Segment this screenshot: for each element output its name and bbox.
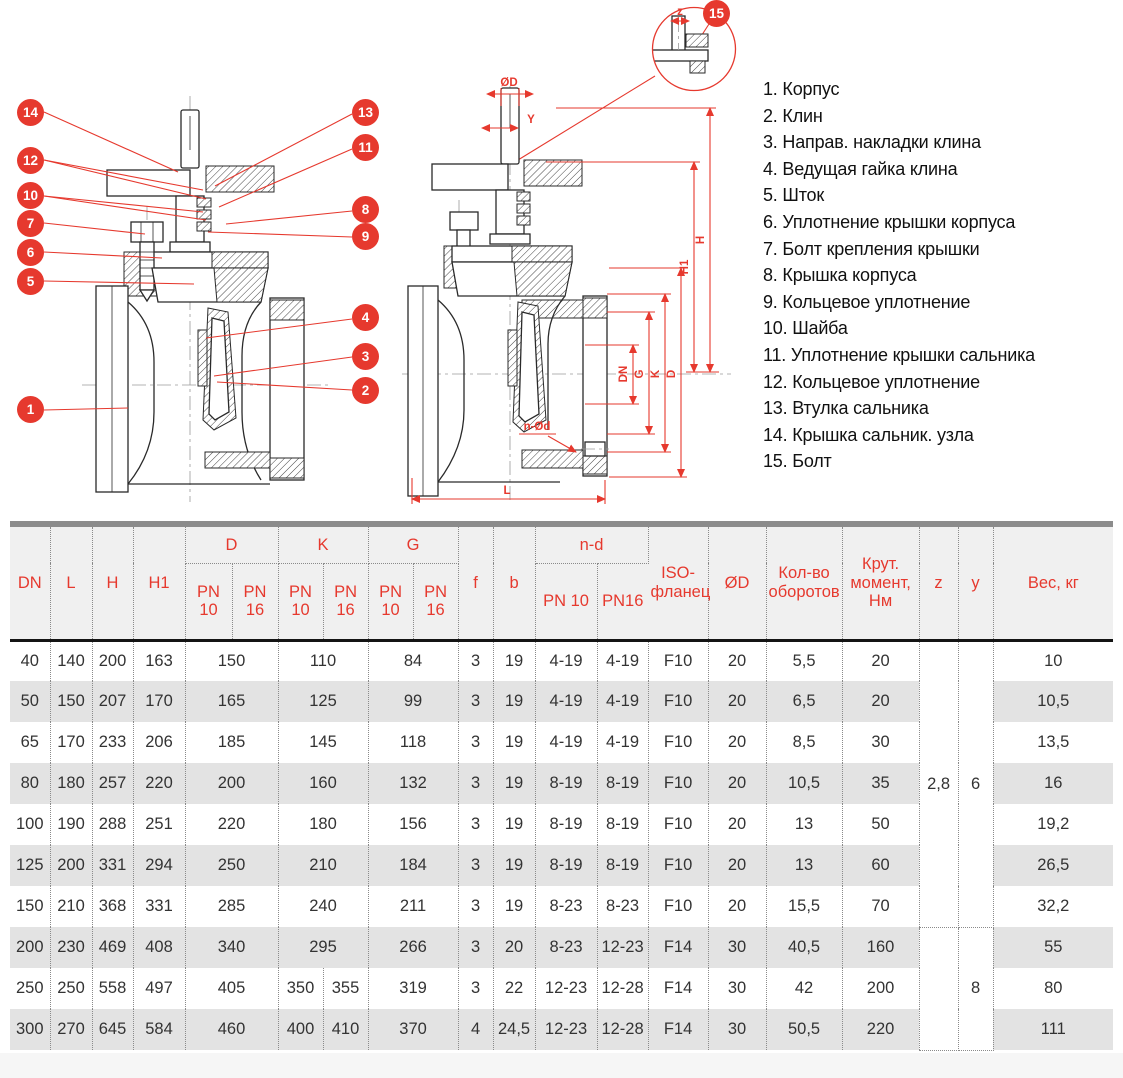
dim-l-label: L [503, 485, 511, 497]
dim-od-label: ØD [500, 77, 518, 89]
cell: 200 [92, 640, 133, 681]
cell: 170 [50, 722, 92, 763]
cell: 4-19 [535, 722, 597, 763]
cell: 20 [708, 681, 766, 722]
cell: 240 [278, 886, 368, 927]
cell: 3 [458, 968, 493, 1009]
parts-list-item: 8. Крышка корпуса [763, 265, 917, 286]
cell: 8-19 [535, 845, 597, 886]
parts-list-item: 14. Крышка сальник. узла [763, 424, 974, 445]
cell: 469 [92, 927, 133, 968]
dim-d-label: D [666, 369, 678, 379]
cell: 405 [185, 968, 278, 1009]
cell: 40,5 [766, 927, 842, 968]
dim-k-label: K [650, 369, 662, 379]
cell: 150 [10, 886, 50, 927]
callout-6: 6 [17, 239, 44, 266]
table-row [10, 927, 1113, 968]
cell: F14 [648, 1009, 708, 1050]
span-cell-z: 2,8 [919, 640, 958, 927]
cell: 40 [10, 640, 50, 681]
cell: F10 [648, 640, 708, 681]
cell: 165 [185, 681, 278, 722]
cell: 3 [458, 722, 493, 763]
dim-dn-label: DN [618, 365, 630, 383]
cell: 4 [458, 1009, 493, 1050]
cell: 160 [842, 927, 919, 968]
cell: 8-19 [535, 763, 597, 804]
cell: 20 [708, 640, 766, 681]
cell: 584 [133, 1009, 185, 1050]
col-header-turns: Кол-во оборотов [766, 527, 842, 640]
col-header-h: H [92, 527, 133, 640]
cell: 300 [10, 1009, 50, 1050]
cell: 145 [278, 722, 368, 763]
cell: 12-23 [535, 968, 597, 1009]
cell: 20 [708, 763, 766, 804]
cell: 410 [323, 1009, 368, 1050]
cell: 319 [368, 968, 458, 1009]
cell: 368 [92, 886, 133, 927]
cell: 19 [493, 886, 535, 927]
subheader-nd-pn10: PN 10 [535, 563, 597, 640]
cell: 50,5 [766, 1009, 842, 1050]
cell: 8-23 [535, 927, 597, 968]
cell: 4-19 [597, 722, 648, 763]
cell: 20 [708, 886, 766, 927]
cell: 645 [92, 1009, 133, 1050]
cell: 400 [278, 1009, 323, 1050]
cell: 19 [493, 640, 535, 681]
cell: 30 [708, 1009, 766, 1050]
cell: 13 [766, 845, 842, 886]
cell: 30 [842, 722, 919, 763]
cell: 16 [993, 763, 1113, 804]
cell: 160 [278, 763, 368, 804]
cell: 4-19 [597, 681, 648, 722]
cell: 35 [842, 763, 919, 804]
cell: 295 [278, 927, 368, 968]
cell: 331 [92, 845, 133, 886]
callout-10: 10 [17, 182, 44, 209]
cell: 55 [993, 927, 1113, 968]
cell: 65 [10, 722, 50, 763]
cell: 210 [50, 886, 92, 927]
cell: 20 [708, 722, 766, 763]
cell: 156 [368, 804, 458, 845]
cell: 288 [92, 804, 133, 845]
parts-list-item: 7. Болт крепления крышки [763, 238, 980, 259]
cell: 3 [458, 886, 493, 927]
cell: 185 [185, 722, 278, 763]
cell: 184 [368, 845, 458, 886]
parts-list-item: 13. Втулка сальника [763, 398, 929, 419]
cell: F10 [648, 722, 708, 763]
cell: 211 [368, 886, 458, 927]
cell: 350 [278, 968, 323, 1009]
cell: 207 [92, 681, 133, 722]
callout-2: 2 [352, 377, 379, 404]
col-header-torque: Крут. момент, Нм [842, 527, 919, 640]
cell: 233 [92, 722, 133, 763]
cell: 60 [842, 845, 919, 886]
cell: 170 [133, 681, 185, 722]
cell: 32,2 [993, 886, 1113, 927]
cell: F10 [648, 681, 708, 722]
subheader-g-pn10: PN 10 [368, 563, 413, 640]
cell: 220 [842, 1009, 919, 1050]
cell: 8-19 [597, 804, 648, 845]
cell: 8-19 [597, 845, 648, 886]
cell: 250 [185, 845, 278, 886]
dim-h-label: H [695, 235, 707, 245]
cell: 10,5 [993, 681, 1113, 722]
cell: 200 [50, 845, 92, 886]
cell: 294 [133, 845, 185, 886]
subheader-d-pn16: PN 16 [232, 563, 278, 640]
cell: 22 [493, 968, 535, 1009]
callout-8: 8 [352, 196, 379, 223]
dimensions-table [10, 527, 1113, 1051]
parts-list-item: 9. Кольцевое уплотнение [763, 291, 971, 312]
cell: 4-19 [535, 640, 597, 681]
subheader-nd-pn16: PN16 [597, 563, 648, 640]
cell: 8,5 [766, 722, 842, 763]
cell: F10 [648, 763, 708, 804]
cell: 8-19 [597, 763, 648, 804]
col-header-nd: n-d [535, 527, 648, 563]
cell: 8-23 [597, 886, 648, 927]
col-header-h1: H1 [133, 527, 185, 640]
callout-5: 5 [17, 268, 44, 295]
cell: 180 [278, 804, 368, 845]
cell: 210 [278, 845, 368, 886]
col-header-y: y [958, 527, 993, 640]
cell: 408 [133, 927, 185, 968]
parts-list-item: 6. Уплотнение крышки корпуса [763, 211, 1016, 232]
cell: 4-19 [597, 640, 648, 681]
cell: 19 [493, 722, 535, 763]
right-valve-drawing [402, 86, 731, 502]
cell: 125 [10, 845, 50, 886]
cell: 110 [278, 640, 368, 681]
cell: 3 [458, 640, 493, 681]
cell: 6,5 [766, 681, 842, 722]
footer-band [0, 1053, 1123, 1078]
subheader-g-pn16: PN 16 [413, 563, 458, 640]
callout-14: 14 [17, 99, 44, 126]
cell: 50 [10, 681, 50, 722]
cell: 12-28 [597, 1009, 648, 1050]
cell: 250 [50, 968, 92, 1009]
cell: 230 [50, 927, 92, 968]
cell: 12-28 [597, 968, 648, 1009]
parts-list-item: 5. Шток [763, 185, 825, 206]
cell: 80 [993, 968, 1113, 1009]
cell: 150 [185, 640, 278, 681]
callout-3: 3 [352, 343, 379, 370]
cell: 251 [133, 804, 185, 845]
cell: 13,5 [993, 722, 1113, 763]
cell: F14 [648, 968, 708, 1009]
parts-list-item: 10. Шайба [763, 318, 848, 339]
cell: 220 [133, 763, 185, 804]
parts-list-item: 2. Клин [763, 105, 823, 126]
col-header-od: ØD [708, 527, 766, 640]
cell: 10 [993, 640, 1113, 681]
cell: 3 [458, 927, 493, 968]
callout-11: 11 [352, 134, 379, 161]
cell: 10,5 [766, 763, 842, 804]
cell: 3 [458, 804, 493, 845]
cell: 5,5 [766, 640, 842, 681]
dim-y-label: Y [527, 114, 535, 126]
cell: 80 [10, 763, 50, 804]
cell: 19 [493, 763, 535, 804]
cell: 30 [708, 968, 766, 1009]
cell: 20 [842, 640, 919, 681]
cell: 20 [842, 681, 919, 722]
span-cell-z [919, 927, 958, 1050]
cell: 257 [92, 763, 133, 804]
span-cell-y: 6 [958, 640, 993, 927]
cell: 30 [708, 927, 766, 968]
dim-g-label: G [634, 369, 646, 379]
cell: F14 [648, 927, 708, 968]
cell: 132 [368, 763, 458, 804]
cell: 19 [493, 804, 535, 845]
col-header-l: L [50, 527, 92, 640]
cell: 3 [458, 845, 493, 886]
col-header-f: f [458, 527, 493, 640]
callout-9: 9 [352, 223, 379, 250]
cell: 270 [50, 1009, 92, 1050]
cell: 24,5 [493, 1009, 535, 1050]
cell: 497 [133, 968, 185, 1009]
table-header [10, 527, 1113, 640]
parts-list-item: 15. Болт [763, 451, 832, 472]
callout-1: 1 [17, 396, 44, 423]
cell: 26,5 [993, 845, 1113, 886]
cell: 70 [842, 886, 919, 927]
subheader-k-pn10: PN 10 [278, 563, 323, 640]
cell: 180 [50, 763, 92, 804]
cell: 150 [50, 681, 92, 722]
cell: 20 [708, 804, 766, 845]
cell: 206 [133, 722, 185, 763]
col-header-b: b [493, 527, 535, 640]
dim-h1-label: H1 [679, 259, 691, 275]
cell: 12-23 [535, 1009, 597, 1050]
col-header-z: z [919, 527, 958, 640]
col-header-g: G [368, 527, 458, 563]
cell: 200 [10, 927, 50, 968]
cell: 460 [185, 1009, 278, 1050]
parts-list-item: 11. Уплотнение крышки сальника [763, 344, 1035, 365]
parts-list-item: 3. Направ. накладки клина [763, 132, 981, 153]
cell: 266 [368, 927, 458, 968]
cell: 84 [368, 640, 458, 681]
cell: 19,2 [993, 804, 1113, 845]
callout-13: 13 [352, 99, 379, 126]
cell: F10 [648, 845, 708, 886]
cell: 3 [458, 763, 493, 804]
cell: 355 [323, 968, 368, 1009]
cell: 558 [92, 968, 133, 1009]
left-valve-drawing [82, 96, 332, 502]
cell: 370 [368, 1009, 458, 1050]
dim-nd-label: n-Ød [523, 421, 551, 433]
cell: 250 [10, 968, 50, 1009]
cell: 8-19 [535, 804, 597, 845]
cell: 163 [133, 640, 185, 681]
cell: 111 [993, 1009, 1113, 1050]
cell: 12-23 [597, 927, 648, 968]
callout-15: 15 [703, 0, 730, 27]
dim-z-label: z [677, 6, 683, 18]
cell: 285 [185, 886, 278, 927]
subheader-d-pn10: PN 10 [185, 563, 232, 640]
subheader-k-pn16: PN 16 [323, 563, 368, 640]
cell: 15,5 [766, 886, 842, 927]
parts-list-item: 4. Ведущая гайка клина [763, 158, 958, 179]
cell: F10 [648, 886, 708, 927]
cell: 42 [766, 968, 842, 1009]
table-row [10, 640, 1113, 681]
cell: 118 [368, 722, 458, 763]
cell: 100 [10, 804, 50, 845]
col-header-weight: Вес, кг [993, 527, 1113, 640]
cell: 140 [50, 640, 92, 681]
parts-list [763, 76, 1118, 475]
col-header-iso: ISO-фланец [648, 527, 708, 640]
span-cell-y: 8 [958, 927, 993, 1050]
cell: 8-23 [535, 886, 597, 927]
cell: 20 [708, 845, 766, 886]
cell: F10 [648, 804, 708, 845]
cell: 50 [842, 804, 919, 845]
cell: 125 [278, 681, 368, 722]
cell: 13 [766, 804, 842, 845]
cell: 3 [458, 681, 493, 722]
cell: 331 [133, 886, 185, 927]
parts-list-item: 12. Кольцевое уплотнение [763, 371, 980, 392]
cell: 190 [50, 804, 92, 845]
cell: 19 [493, 845, 535, 886]
callout-4: 4 [352, 304, 379, 331]
col-header-d: D [185, 527, 278, 563]
cell: 19 [493, 681, 535, 722]
cell: 20 [493, 927, 535, 968]
parts-list-item: 1. Корпус [763, 79, 840, 99]
cell: 4-19 [535, 681, 597, 722]
callout-12: 12 [17, 147, 44, 174]
col-header-dn: DN [10, 527, 50, 640]
col-header-k: K [278, 527, 368, 563]
cell: 200 [842, 968, 919, 1009]
cell: 200 [185, 763, 278, 804]
callout-7: 7 [17, 210, 44, 237]
cell: 99 [368, 681, 458, 722]
cell: 340 [185, 927, 278, 968]
cell: 220 [185, 804, 278, 845]
